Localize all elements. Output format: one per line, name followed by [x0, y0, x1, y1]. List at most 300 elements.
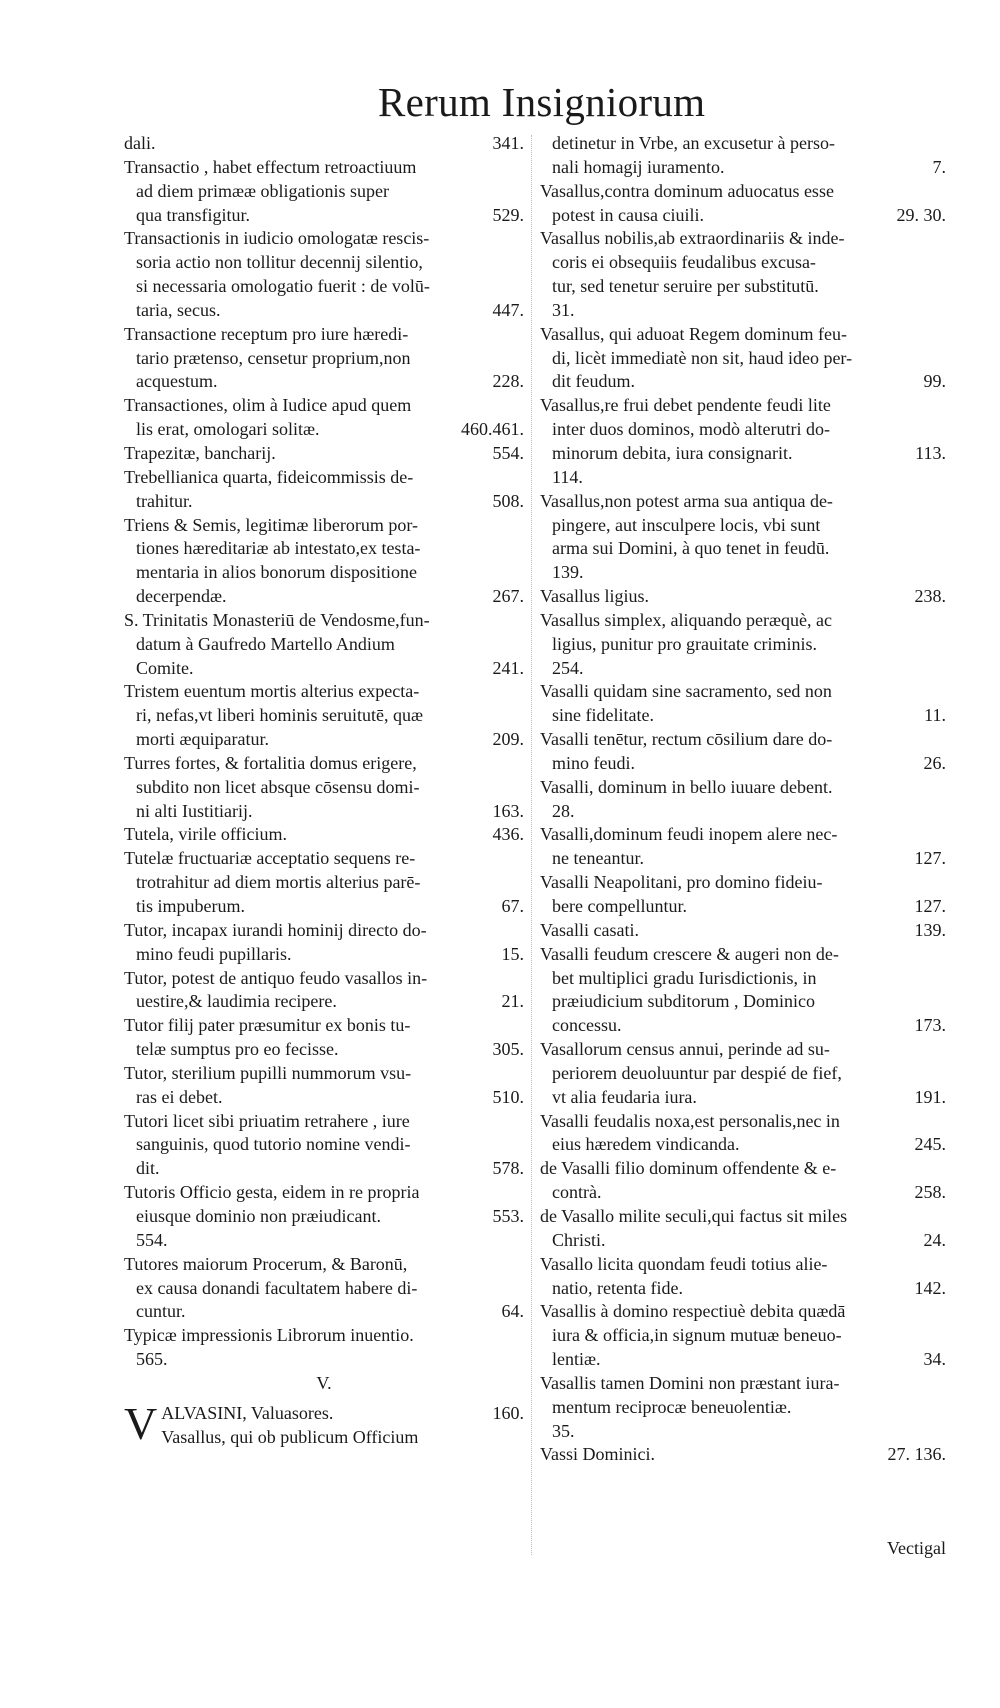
entry-text: periorem deuoluuntur par despié de fief, — [552, 1062, 842, 1083]
entry-text: concessu. — [552, 1015, 622, 1036]
entry-text: Vasalli, dominum in bello iuuare debent. — [540, 776, 833, 797]
entry-text: mentaria in alios bonorum dispositione — [136, 562, 417, 583]
dropcap-letter: V — [124, 1397, 158, 1449]
entry-text: Vasalli,dominum feudi inopem alere nec- — [540, 824, 838, 845]
index-entry — [124, 847, 524, 919]
entry-text: sanguinis, quod tutorio nomine vendi- — [136, 1134, 411, 1155]
page-reference: 113. — [915, 442, 946, 463]
index-line — [124, 633, 524, 657]
index-entry — [124, 466, 524, 514]
index-line — [124, 347, 524, 371]
index-entry — [124, 752, 524, 824]
page-reference: 553. — [492, 1205, 524, 1226]
entry-text: bere compelluntur. — [552, 896, 687, 916]
index-line — [540, 1062, 946, 1086]
index-line — [124, 990, 524, 1014]
index-line — [124, 823, 524, 847]
entry-text: Vasallus,contra dominum aduocatus esse — [540, 180, 834, 201]
entry-text: morti æquiparatur. — [136, 729, 269, 750]
index-line — [540, 657, 946, 681]
entry-text: trotrahitur ad diem mortis alterius parē- — [136, 872, 421, 893]
index-line — [540, 1396, 946, 1420]
index-line — [124, 418, 524, 442]
entry-text: Tutori licet sibi priuatim retrahere , iure — [124, 1110, 410, 1131]
index-entry — [124, 132, 524, 156]
entry-text: Tutela, virile officium. — [124, 824, 287, 845]
entry-text: ad diem primææ obligationis super — [136, 180, 389, 201]
index-line — [124, 1229, 524, 1253]
entry-text: 254. — [552, 657, 584, 678]
index-line — [540, 871, 946, 895]
entry-text: trahitur. — [136, 490, 193, 511]
page-reference: 228. — [492, 371, 524, 392]
entry-text: Tutelæ fructuariæ acceptatio sequens re- — [124, 848, 416, 869]
entry-text: taria, secus. — [136, 299, 221, 320]
entry-text: si necessaria omologatio fuerit : de volū- — [136, 276, 430, 297]
index-line — [540, 1324, 946, 1348]
entry-text: eiusque dominio non præiudicant. — [136, 1205, 381, 1226]
entry-text: telæ sumptus pro eo fecisse. — [136, 1039, 339, 1060]
index-line — [124, 275, 524, 299]
page-reference: 510. — [492, 1086, 524, 1107]
index-line — [124, 180, 524, 204]
index-line — [540, 1348, 946, 1372]
entry-text: Tutor filij pater præsumitur ex bonis tu- — [124, 1015, 411, 1036]
entry-text: lis erat, omologari solitæ. — [136, 419, 320, 440]
index-line — [540, 1133, 946, 1157]
entry-text: Vasallorum census annui, perinde ad su- — [540, 1039, 830, 1060]
page-reference: 436. — [492, 824, 524, 845]
page-reference: 578. — [492, 1158, 524, 1179]
index-line — [124, 394, 524, 418]
index-entry — [124, 323, 524, 395]
entry-text: Vasallus ligius. — [540, 586, 650, 607]
entry-text: decerpendæ. — [136, 586, 227, 607]
page-reference: 29. 30. — [896, 204, 946, 225]
index-line — [124, 1181, 524, 1205]
index-line — [540, 704, 946, 728]
index-line — [540, 490, 946, 514]
index-entry — [124, 967, 524, 1015]
index-line — [124, 1324, 524, 1348]
page-reference: 267. — [492, 586, 524, 607]
index-line — [540, 776, 946, 800]
page-reference: 238. — [914, 586, 946, 607]
index-entry — [540, 1300, 946, 1372]
index-entry — [540, 919, 946, 943]
entry-text: datum à Gaufredo Martello Andium — [136, 633, 395, 654]
page-reference: 21. — [501, 991, 524, 1012]
page-reference: 241. — [492, 657, 524, 678]
index-line — [161, 1402, 524, 1426]
index-line — [124, 680, 524, 704]
column-separator — [531, 135, 532, 1555]
entry-text: detinetur in Vrbe, an excusetur à perso- — [552, 133, 835, 153]
index-line — [540, 1181, 946, 1205]
entry-text: de Vasallo milite seculi,qui factus sit miles — [540, 1205, 848, 1226]
index-entry — [124, 1181, 524, 1253]
entry-text: Tutores maiorum Procerum, & Baronū, — [124, 1253, 408, 1274]
index-line — [124, 1300, 524, 1324]
section-letter: V. — [316, 1372, 332, 1393]
index-entry — [124, 1324, 524, 1372]
index-line — [540, 967, 946, 991]
index-entry — [124, 442, 524, 466]
index-line — [540, 418, 946, 442]
index-line — [540, 1253, 946, 1277]
index-entry — [124, 156, 524, 228]
entry-text: Vasalli Neapolitani, pro domino fideiu- — [540, 872, 823, 893]
entry-text: ALVASINI, Valuasores. — [161, 1402, 334, 1423]
index-line — [124, 1277, 524, 1301]
left-column — [124, 132, 524, 1450]
index-line — [540, 609, 946, 633]
entry-text: uestire,& laudimia recipere. — [136, 991, 337, 1012]
index-line — [124, 1086, 524, 1110]
index-line — [124, 847, 524, 871]
entry-text: mentum reciprocæ beneuolentiæ. — [552, 1396, 792, 1417]
entry-text: minorum debita, iura consignarit. — [552, 442, 793, 463]
index-line — [540, 1014, 946, 1038]
index-line — [540, 537, 946, 561]
entry-text: di, licèt immediatè non sit, haud ideo per- — [552, 347, 853, 368]
index-entry — [540, 1157, 946, 1205]
index-line — [540, 1157, 946, 1181]
entry-text: qua transfigitur. — [136, 204, 250, 225]
entry-text: potest in causa ciuili. — [552, 204, 704, 225]
index-line — [124, 132, 524, 156]
index-line — [124, 1014, 524, 1038]
index-entry — [124, 1062, 524, 1110]
index-line — [540, 1229, 946, 1253]
index-line — [124, 442, 524, 466]
index-line — [540, 1420, 946, 1444]
entry-text: Vasalli casati. — [540, 919, 639, 940]
index-line — [161, 1426, 524, 1450]
index-line — [124, 895, 524, 919]
right-column — [540, 132, 946, 1467]
index-line — [124, 728, 524, 752]
index-entry — [540, 394, 946, 489]
index-line — [540, 394, 946, 418]
index-line — [124, 800, 524, 824]
entry-text: Comite. — [136, 657, 194, 678]
entry-text: Tutor, sterilium pupilli nummorum vsu- — [124, 1062, 412, 1083]
index-entry — [540, 227, 946, 322]
index-line — [540, 370, 946, 394]
index-line — [540, 895, 946, 919]
index-line — [124, 657, 524, 681]
index-entry — [540, 132, 946, 180]
page-reference: 245. — [914, 1134, 946, 1155]
entry-text: mino feudi pupillaris. — [136, 943, 292, 964]
entry-text: Vasallus, qui aduoat Regem dominum feu- — [540, 323, 847, 344]
index-entry — [124, 514, 524, 609]
entry-text: Christi. — [552, 1229, 606, 1250]
index-line — [124, 871, 524, 895]
index-line — [124, 919, 524, 943]
page-reference: 7. — [932, 156, 946, 177]
entry-text: acquestum. — [136, 371, 218, 392]
entry-text: Vasalli feudalis noxa,est personalis,nec in — [540, 1110, 840, 1131]
entry-text: natio, retenta fide. — [552, 1277, 683, 1298]
entry-text: Transactio , habet effectum retroactiuum — [124, 156, 417, 177]
index-line — [124, 466, 524, 490]
entry-text: ri, nefas,vt liberi hominis seruitutē, quæ — [136, 705, 423, 726]
index-entry — [540, 1110, 946, 1158]
index-entry — [540, 680, 946, 728]
index-line — [540, 752, 946, 776]
entry-text: Vasallus nobilis,ab extraordinariis & inde- — [540, 228, 845, 249]
entry-text: ex causa donandi facultatem habere di- — [136, 1277, 418, 1298]
entry-text: dit feudum. — [552, 371, 635, 392]
entry-text: Transactionis in iudicio omologatæ rescis- — [124, 228, 430, 249]
entry-text: Vassi Dominici. — [540, 1444, 655, 1465]
entry-text: soria actio non tollitur decennij silentio, — [136, 252, 423, 273]
index-line — [540, 800, 946, 824]
page-reference: 67. — [501, 896, 524, 916]
index-line — [540, 323, 946, 347]
entry-text: 28. — [552, 800, 575, 821]
entry-text: lentiæ. — [552, 1349, 601, 1370]
page-reference: 163. — [492, 800, 524, 821]
index-line — [540, 561, 946, 585]
index-entry — [540, 323, 946, 395]
index-line — [540, 1110, 946, 1134]
index-entry — [540, 585, 946, 609]
index-entry — [540, 180, 946, 228]
entry-text: dali. — [124, 133, 156, 153]
entry-text: Vasallus, qui ob publicum Officium — [161, 1426, 419, 1447]
index-line — [540, 347, 946, 371]
index-entry — [124, 1014, 524, 1062]
index-line — [540, 156, 946, 180]
entry-text: Vasalli tenētur, rectum cōsilium dare do- — [540, 729, 833, 750]
index-entry — [124, 1110, 524, 1182]
index-line — [124, 156, 524, 180]
entry-text: 565. — [136, 1349, 168, 1370]
entry-text: eius hæredem vindicanda. — [552, 1134, 740, 1155]
index-line — [124, 323, 524, 347]
index-line — [124, 370, 524, 394]
index-entry — [540, 490, 946, 585]
index-entry — [124, 609, 524, 681]
page-reference: 11. — [924, 705, 946, 726]
catchword-area — [540, 1538, 946, 1568]
page-reference: 127. — [914, 896, 946, 916]
index-entry — [124, 823, 524, 847]
index-entry — [124, 227, 524, 322]
entry-text: coris ei obsequiis feudalibus excusa- — [552, 252, 816, 273]
index-line — [124, 537, 524, 561]
page-reference: 139. — [914, 919, 946, 940]
entry-text: ni alti Iustitiarij. — [136, 800, 253, 821]
index-line — [540, 1300, 946, 1324]
entry-text: præiudicium subditorum , Dominico — [552, 991, 815, 1012]
index-line — [540, 251, 946, 275]
index-line — [540, 728, 946, 752]
index-line — [540, 847, 946, 871]
index-entry — [124, 919, 524, 967]
entry-text: Vasallus simplex, aliquando peræquè, ac — [540, 609, 832, 630]
index-line — [540, 227, 946, 251]
dropcap-entry — [124, 1397, 524, 1450]
index-line — [124, 204, 524, 228]
page-reference: 305. — [492, 1039, 524, 1060]
entry-text: Tutoris Officio gesta, eidem in re propria — [124, 1182, 420, 1203]
index-line — [540, 823, 946, 847]
page-reference: 554. — [492, 442, 524, 463]
entry-text: Vasalli quidam sine sacramento, sed non — [540, 681, 832, 702]
entry-text: tur, sed tenetur seruire per substitutū. — [552, 276, 819, 297]
index-line — [124, 752, 524, 776]
index-line — [540, 585, 946, 609]
index-entry — [540, 823, 946, 871]
page-reference: 24. — [923, 1229, 946, 1250]
entry-text: Tutor, incapax iurandi hominij directo do- — [124, 919, 427, 940]
index-entry — [540, 609, 946, 681]
entry-text: tis impuberum. — [136, 896, 245, 916]
page-reference: 209. — [492, 729, 524, 750]
index-entry — [540, 1038, 946, 1110]
index-line — [124, 490, 524, 514]
entry-text: Trapezitæ, bancharij. — [124, 442, 276, 463]
entry-text: Typicæ impressionis Librorum inuentio. — [124, 1325, 414, 1346]
entry-text: Triens & Semis, legitimæ liberorum por- — [124, 514, 418, 535]
index-entry — [124, 680, 524, 752]
entry-text: 114. — [552, 466, 583, 487]
index-line — [124, 1110, 524, 1134]
entry-text: cuntur. — [136, 1301, 186, 1322]
page-header: Rerum Insigniorum — [378, 79, 706, 125]
page-reference: 460.461. — [461, 419, 524, 440]
index-line — [540, 1086, 946, 1110]
page-reference: 529. — [492, 204, 524, 225]
entry-text: ras ei debet. — [136, 1086, 223, 1107]
index-line — [124, 514, 524, 538]
index-line — [540, 514, 946, 538]
index-line — [540, 204, 946, 228]
page-reference: 191. — [914, 1086, 946, 1107]
page-reference: 508. — [492, 490, 524, 511]
index-entry — [540, 776, 946, 824]
index-line — [540, 466, 946, 490]
index-line — [540, 180, 946, 204]
index-line — [540, 275, 946, 299]
entry-text: 31. — [552, 299, 575, 320]
index-line — [540, 919, 946, 943]
page-reference: 341. — [492, 133, 524, 153]
page-reference: 160. — [492, 1402, 524, 1423]
index-line — [124, 1253, 524, 1277]
entry-text: contrà. — [552, 1182, 602, 1203]
entry-text: S. Trinitatis Monasteriū de Vendosme,fun- — [124, 609, 430, 630]
entry-text: Transactione receptum pro iure hæredi- — [124, 323, 409, 344]
page-reference: 26. — [923, 752, 946, 773]
index-line — [124, 299, 524, 323]
index-entry — [540, 728, 946, 776]
entry-text: Tristem euentum mortis alterius expecta- — [124, 681, 420, 702]
entry-text: dit. — [136, 1158, 160, 1179]
index-line — [124, 1062, 524, 1086]
index-entry — [124, 394, 524, 442]
entry-text: sine fidelitate. — [552, 705, 654, 726]
index-entry — [540, 1372, 946, 1444]
index-line — [124, 1205, 524, 1229]
page-reference: 127. — [914, 848, 946, 869]
index-line — [540, 1038, 946, 1062]
index-line — [124, 609, 524, 633]
index-line — [124, 704, 524, 728]
page-reference: 64. — [501, 1301, 524, 1322]
catchword: Vectigal — [887, 1538, 946, 1558]
index-entry — [540, 1205, 946, 1253]
page-reference: 173. — [914, 1015, 946, 1036]
entry-text: iura & officia,in signum mutuæ beneuo- — [552, 1325, 842, 1346]
entry-text: Vasallo licita quondam feudi totius alie- — [540, 1253, 828, 1274]
index-line — [124, 561, 524, 585]
entry-text: mino feudi. — [552, 752, 635, 773]
entry-text: Vasallus,re frui debet pendente feudi lite — [540, 395, 831, 416]
page-reference: 15. — [501, 943, 524, 964]
index-line — [540, 1277, 946, 1301]
page-reference: 34. — [923, 1349, 946, 1370]
index-line — [124, 967, 524, 991]
index-line — [124, 227, 524, 251]
entry-text: 139. — [552, 562, 584, 583]
entry-text: 554. — [136, 1229, 168, 1250]
entry-text: subdito non licet absque cōsensu domi- — [136, 776, 420, 797]
index-line — [124, 1348, 524, 1372]
index-entry — [540, 1443, 946, 1467]
entry-text: Transactiones, olim à Iudice apud quem — [124, 395, 412, 416]
entry-text: arma sui Domini, à quo tenet in feudū. — [552, 538, 830, 559]
entry-text: inter duos dominos, modò alterutri do- — [552, 419, 830, 440]
index-line — [540, 1372, 946, 1396]
entry-text: nali homagij iuramento. — [552, 156, 725, 177]
entry-text: bet multiplici gradu Iurisdictionis, in — [552, 967, 817, 988]
index-line — [540, 442, 946, 466]
index-line — [124, 585, 524, 609]
entry-text: pingere, aut insculpere locis, vbi sunt — [552, 514, 821, 535]
entry-text: tiones hæreditariæ ab intestato,ex testa- — [136, 538, 421, 559]
entry-text: Turres fortes, & fortalitia domus erigere, — [124, 752, 417, 773]
entry-text: tario prætenso, censetur proprium,non — [136, 347, 411, 368]
entry-text: Vasallus,non potest arma sua antiqua de- — [540, 490, 833, 511]
entry-text: Tutor, potest de antiquo feudo vasallos in- — [124, 967, 428, 988]
entry-text: ne teneantur. — [552, 848, 644, 869]
index-line — [540, 943, 946, 967]
index-entry — [124, 1253, 524, 1325]
index-line — [124, 1157, 524, 1181]
page-reference: 258. — [914, 1182, 946, 1203]
index-line — [540, 990, 946, 1014]
index-line — [124, 776, 524, 800]
entry-text: Vasalli feudum crescere & augeri non de- — [540, 943, 839, 964]
page-reference: 99. — [923, 371, 946, 392]
entry-text: 35. — [552, 1420, 575, 1441]
index-line — [540, 299, 946, 323]
index-line — [124, 943, 524, 967]
index-line — [540, 633, 946, 657]
entry-text: Vasallis tamen Domini non præstant iura- — [540, 1372, 840, 1393]
index-entry — [540, 1253, 946, 1301]
index-line — [540, 680, 946, 704]
entry-text: Trebellianica quarta, fideicommissis de- — [124, 466, 414, 487]
page-reference: 447. — [492, 299, 524, 320]
index-entry — [540, 871, 946, 919]
index-line — [124, 1133, 524, 1157]
